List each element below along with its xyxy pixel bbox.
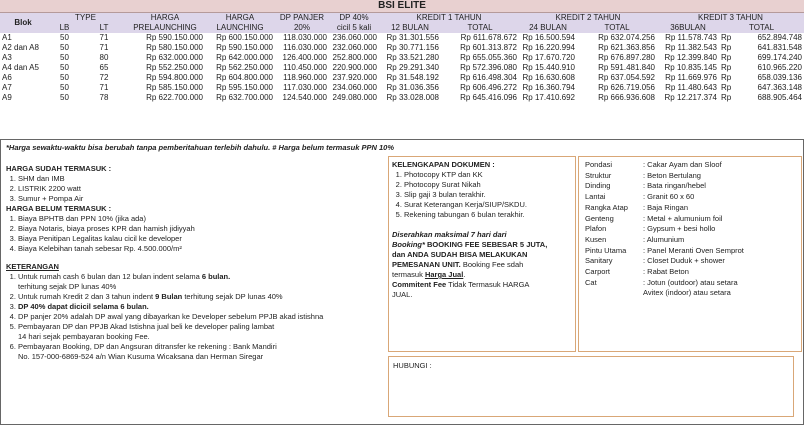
cell-rp: Rp	[719, 63, 739, 73]
cell-t36: 641.831.548	[739, 43, 804, 53]
spec-value: : Rabat Beton	[643, 267, 689, 277]
list-item: 5. Rekening tabungan 6 bulan terakhir.	[404, 210, 572, 220]
cell-lb: 50	[46, 53, 83, 63]
table-row	[0, 63, 804, 73]
text: BOOKING FEE SEBESAR 5 JUTA,	[424, 240, 548, 249]
cell-lau: Rp 642.000.000	[205, 53, 275, 63]
cell-t36: 647.363.148	[739, 83, 804, 93]
header-row-1	[0, 13, 804, 23]
text: dan ANDA SUDAH BISA MELAKUKAN	[392, 250, 528, 259]
cell-dp40: 252.800.000	[329, 53, 379, 63]
spec-value: : Beton Bertulang	[643, 170, 701, 180]
cell-k12: Rp 31.301.556	[379, 33, 441, 43]
cell-dp20: 118.960.000	[275, 73, 329, 83]
table-row	[0, 43, 804, 53]
left-column	[6, 164, 384, 362]
spec-row	[585, 192, 795, 203]
col-type: TYPE	[46, 13, 125, 23]
text: Tidak Termasuk HARGA	[446, 280, 530, 289]
col-total2: TOTAL	[577, 23, 657, 33]
cell-dp20: 124.540.000	[275, 93, 329, 103]
kelengkapan-list	[392, 170, 572, 220]
cell-dp40: 234.060.000	[329, 83, 379, 93]
hubungi-box	[388, 356, 794, 417]
text: Pembayaran DP dan PPJB Akad Istishna jual beli ke developer paling lambat	[18, 322, 275, 331]
text: terhitung sejak DP lunas 40%	[18, 282, 117, 291]
cell-t36: 652.894.748	[739, 33, 804, 43]
cell-lb: 50	[46, 33, 83, 43]
list-item	[18, 292, 384, 302]
cell-t24: Rp 626.719.056	[577, 83, 657, 93]
cell-k24: Rp 16.500.594	[519, 33, 577, 43]
keterangan-list	[6, 272, 384, 362]
cell-k12: Rp 33.028.008	[379, 93, 441, 103]
table-row	[0, 73, 804, 83]
text: 6 bulan.	[201, 272, 231, 281]
header-row-2	[0, 23, 804, 33]
cell-blok: A3	[0, 53, 46, 63]
cell-dp20: 126.400.000	[275, 53, 329, 63]
cell-k36: Rp 12.217.374	[657, 93, 719, 103]
cell-pre: Rp 552.250.000	[125, 63, 205, 73]
list-item	[18, 272, 384, 292]
cell-dp40: 249.080.000	[329, 93, 379, 103]
text: terhitung sejak DP lunas 40%	[182, 292, 283, 301]
text: Untuk rumah Kredit 2 dan 3 tahun indent	[18, 292, 156, 301]
cell-dp40: 220.900.000	[329, 63, 379, 73]
col-total1: TOTAL	[441, 23, 519, 33]
spec-row	[585, 203, 795, 214]
text-line	[392, 240, 572, 250]
cell-dp20: 117.030.000	[275, 83, 329, 93]
cell-lau: Rp 604.800.000	[205, 73, 275, 83]
spec-row	[585, 235, 795, 246]
spec-value: Avitex (indoor) atau setara	[643, 288, 731, 298]
text-line	[392, 260, 572, 270]
cell-blok: A1	[0, 33, 46, 43]
booking-info	[392, 230, 572, 300]
col-24bulan: 24 BULAN	[519, 23, 577, 33]
table-row	[0, 53, 804, 63]
spec-value: : Jotun (outdoor) atau setara	[643, 277, 738, 287]
text: PEMESANAN UNIT.	[392, 260, 461, 269]
col-blok: Blok	[0, 13, 46, 33]
cell-k24: Rp 17.670.720	[519, 53, 577, 63]
spec-row	[585, 214, 795, 225]
cell-lt: 80	[83, 53, 125, 63]
cell-pre: Rp 632.000.000	[125, 53, 205, 63]
cell-lau: Rp 600.150.000	[205, 33, 275, 43]
cell-t12: Rp 601.313.872	[441, 43, 519, 53]
cell-lau: Rp 595.150.000	[205, 83, 275, 93]
cell-k24: Rp 15.440.910	[519, 63, 577, 73]
col-kredit1: KREDIT 1 TAHUN	[379, 13, 519, 23]
cell-rp: Rp	[719, 53, 739, 63]
cell-k12: Rp 29.291.340	[379, 63, 441, 73]
list-item: 1. Photocopy KTP dan KK	[404, 170, 572, 180]
cell-k24: Rp 16.360.794	[519, 83, 577, 93]
spec-key: Carport	[585, 267, 611, 277]
list-item: 2. Photocopy Surat Nikah	[404, 180, 572, 190]
col-kredit3: KREDIT 3 TAHUN	[657, 13, 804, 23]
cell-k12: Rp 33.521.280	[379, 53, 441, 63]
cell-dp20: 110.450.000	[275, 63, 329, 73]
text-line	[392, 270, 572, 280]
cell-pre: Rp 590.150.000	[125, 33, 205, 43]
text: 9 Bulan	[155, 292, 183, 301]
cell-t12: Rp 606.496.272	[441, 83, 519, 93]
spec-value: : Closet Duduk + shower	[643, 256, 725, 266]
spec-key	[585, 288, 643, 299]
text: .	[463, 270, 466, 279]
spec-row	[585, 246, 795, 257]
cell-blok: A6	[0, 73, 46, 83]
cell-blok: A9	[0, 93, 46, 103]
cell-t24: Rp 666.936.608	[577, 93, 657, 103]
col-lt: LT	[83, 23, 125, 33]
cell-k24: Rp 16.630.608	[519, 73, 577, 83]
kelengkapan-box	[388, 156, 576, 352]
col-12bulan: 12 BULAN	[379, 23, 441, 33]
cell-t36: 699.174.240	[739, 53, 804, 63]
cell-pre: Rp 580.150.000	[125, 43, 205, 53]
cell-dp20: 116.030.000	[275, 43, 329, 53]
col-launching: LAUNCHING	[205, 23, 275, 33]
termasuk-list	[6, 174, 384, 204]
cell-t36: 658.039.136	[739, 73, 804, 83]
list-item: 2. LISTRIK 2200 watt	[18, 184, 384, 194]
cell-k36: Rp 11.382.543	[657, 43, 719, 53]
cell-t12: Rp 655.055.360	[441, 53, 519, 63]
spec-key: Struktur	[585, 170, 612, 180]
page-title: BSI ELITE	[0, 0, 804, 13]
belum-list	[6, 214, 384, 254]
cell-blok: A2 dan A8	[0, 43, 46, 53]
spec-value: : Panel Meranti Oven Semprot	[643, 245, 744, 255]
cell-k36: Rp 10.835.145	[657, 63, 719, 73]
cell-lt: 71	[83, 43, 125, 53]
text: Untuk rumah cash 6 bulan dan 12 bulan indent selama	[18, 272, 202, 281]
spec-value: : Bata ringan/hebel	[643, 181, 706, 191]
cell-t12: Rp 616.498.304	[441, 73, 519, 83]
cell-lt: 72	[83, 73, 125, 83]
cell-lb: 50	[46, 93, 83, 103]
spec-box	[578, 156, 802, 352]
spec-key: Cat	[585, 277, 597, 287]
col-prelaunching: PRELAUNCHING	[125, 23, 205, 33]
spec-row	[585, 224, 795, 235]
text: Commitent Fee	[392, 280, 447, 289]
text: Diserahkan maksimal 7 hari dari	[392, 230, 507, 239]
table-row	[0, 83, 804, 93]
col-harga-pre: HARGA	[125, 13, 205, 23]
spec-key: Kusen	[585, 234, 607, 244]
cell-t24: Rp 632.074.256	[577, 33, 657, 43]
text: 14 hari sejak pembayaran booking Fee.	[18, 332, 150, 341]
list-item	[18, 302, 384, 312]
cell-pre: Rp 622.700.000	[125, 93, 205, 103]
list-item	[18, 322, 384, 342]
cell-t24: Rp 621.363.856	[577, 43, 657, 53]
cell-t24: Rp 591.481.840	[577, 63, 657, 73]
cell-blok: A4 dan A5	[0, 63, 46, 73]
col-36bulan: 36BULAN	[657, 23, 719, 33]
cell-lb: 50	[46, 43, 83, 53]
col-dp40: DP 40%	[329, 13, 379, 23]
spec-key: Sanitary	[585, 256, 613, 266]
cell-t36: 610.965.220	[739, 63, 804, 73]
belum-title: HARGA BELUM TERMASUK :	[6, 204, 112, 213]
list-item: 4. Biaya Kelebihan tanah sebesar Rp. 4.500.000/m²	[18, 244, 384, 254]
cell-rp: Rp	[719, 73, 739, 83]
cell-lt: 71	[83, 83, 125, 93]
cell-lt: 78	[83, 93, 125, 103]
spec-row	[585, 278, 795, 289]
spec-value: : Gypsum + besi hollo	[643, 224, 716, 234]
termasuk-title: HARGA SUDAH TERMASUK :	[6, 164, 112, 173]
text-line	[392, 280, 572, 290]
list-item: 1. SHM dan IMB	[18, 174, 384, 184]
list-item: 3. Sumur + Pompa Air	[18, 194, 384, 204]
cell-t24: Rp 637.054.592	[577, 73, 657, 83]
cell-lau: Rp 562.250.000	[205, 63, 275, 73]
cell-dp40: 237.920.000	[329, 73, 379, 83]
keterangan-title: KETERANGAN	[6, 262, 59, 271]
list-item: 3. Slip gaji 3 bulan terakhir.	[404, 190, 572, 200]
text: Harga Jual	[424, 270, 464, 279]
spec-value: : Granit 60 x 60	[643, 192, 695, 202]
cell-lau: Rp 590.150.000	[205, 43, 275, 53]
hubungi-label: HUBUNGI :	[393, 361, 432, 370]
cell-lb: 50	[46, 63, 83, 73]
cell-t12: Rp 611.678.672	[441, 33, 519, 43]
cell-rp: Rp	[719, 83, 739, 93]
spec-key: Pintu Utama	[585, 245, 627, 255]
cell-k36: Rp 11.480.643	[657, 83, 719, 93]
table-row	[0, 33, 804, 43]
cell-t24: Rp 676.897.280	[577, 53, 657, 63]
spec-row	[585, 160, 795, 171]
col-kredit2: KREDIT 2 TAHUN	[519, 13, 657, 23]
cell-k12: Rp 31.548.192	[379, 73, 441, 83]
cell-k24: Rp 16.220.994	[519, 43, 577, 53]
price-table	[0, 13, 804, 103]
col-lb: LB	[46, 23, 83, 33]
cell-pre: Rp 594.800.000	[125, 73, 205, 83]
col-total3: TOTAL	[719, 23, 804, 33]
spec-row	[585, 171, 795, 182]
text: Pembayaran Booking, DP dan Angsuran ditransfer ke rekening : Bank Mandiri	[18, 342, 277, 351]
spec-key: Genteng	[585, 213, 614, 223]
cell-k12: Rp 31.036.356	[379, 83, 441, 93]
cell-lb: 50	[46, 83, 83, 93]
cell-k36: Rp 11.669.976	[657, 73, 719, 83]
spec-value: : Cakar Ayam dan Sloof	[643, 160, 722, 169]
list-item: 1. Biaya BPHTB dan PPN 10% (jika ada)	[18, 214, 384, 224]
col-cicil: cicil 5 kali	[329, 23, 379, 33]
cell-lb: 50	[46, 73, 83, 83]
list-item: 4. DP panjer 20% adalah DP awal yang dibayarkan ke Developer sebelum PPJB akad istishna	[18, 312, 384, 322]
table-row	[0, 93, 804, 103]
price-note: *Harga sewaktu-waktu bisa berubah tanpa pemberitahuan terlebih dahulu. # Harga belum termasuk PPN 10%	[6, 143, 395, 152]
cell-t36: 688.905.464	[739, 93, 804, 103]
cell-lau: Rp 632.700.000	[205, 93, 275, 103]
spec-key: Dinding	[585, 181, 611, 191]
cell-rp: Rp	[719, 43, 739, 53]
spec-value: : Baja Ringan	[643, 202, 689, 212]
list-item: 3. Biaya Penitipan Legalitas kalau cicil ke developer	[18, 234, 384, 244]
text: Booking*	[392, 240, 425, 249]
cell-k36: Rp 12.399.840	[657, 53, 719, 63]
cell-rp: Rp	[719, 33, 739, 43]
text: termasuk	[392, 270, 425, 279]
kelengkapan-title: KELENGKAPAN DOKUMEN :	[392, 160, 495, 169]
cell-rp: Rp	[719, 93, 739, 103]
cell-pre: Rp 585.150.000	[125, 83, 205, 93]
col-harga-lau: HARGA	[205, 13, 275, 23]
col-dp-panjer: DP PANJER	[275, 13, 329, 23]
spec-row	[585, 256, 795, 267]
list-item	[18, 342, 384, 362]
cell-dp40: 236.060.000	[329, 33, 379, 43]
spec-value: : Metal + alumunium foil	[643, 213, 723, 223]
list-item: 2. Biaya Notaris, biaya proses KPR dan hamish jidiyyah	[18, 224, 384, 234]
cell-k36: Rp 11.578.743	[657, 33, 719, 43]
spec-key: Lantai	[585, 192, 606, 202]
text: DP 40% dapat dicicil selama 6 bulan.	[18, 302, 149, 311]
cell-lt: 71	[83, 33, 125, 43]
cell-lt: 65	[83, 63, 125, 73]
list-item: 4. Surat Keterangan Kerja/SIUP/SKDU.	[404, 200, 572, 210]
spec-key: Plafon	[585, 224, 607, 234]
cell-k12: Rp 30.771.156	[379, 43, 441, 53]
text: No. 157-000-6869-524 a/n Wian Kusuma Wicaksana dan Herman Siregar	[18, 352, 264, 361]
cell-k24: Rp 17.410.692	[519, 93, 577, 103]
cell-t12: Rp 645.416.096	[441, 93, 519, 103]
spec-value: : Alumunium	[643, 234, 685, 244]
cell-t12: Rp 572.396.080	[441, 63, 519, 73]
cell-dp40: 232.060.000	[329, 43, 379, 53]
cell-dp20: 118.030.000	[275, 33, 329, 43]
col-20: 20%	[275, 23, 329, 33]
spec-row	[585, 181, 795, 192]
cell-blok: A7	[0, 83, 46, 93]
text: Booking Fee sdah	[460, 260, 524, 269]
text: JUAL.	[392, 290, 413, 299]
spec-row	[585, 288, 795, 299]
spec-row	[585, 267, 795, 278]
spec-key: Pondasi	[585, 160, 613, 169]
spec-key: Rangka Atap	[585, 202, 628, 212]
